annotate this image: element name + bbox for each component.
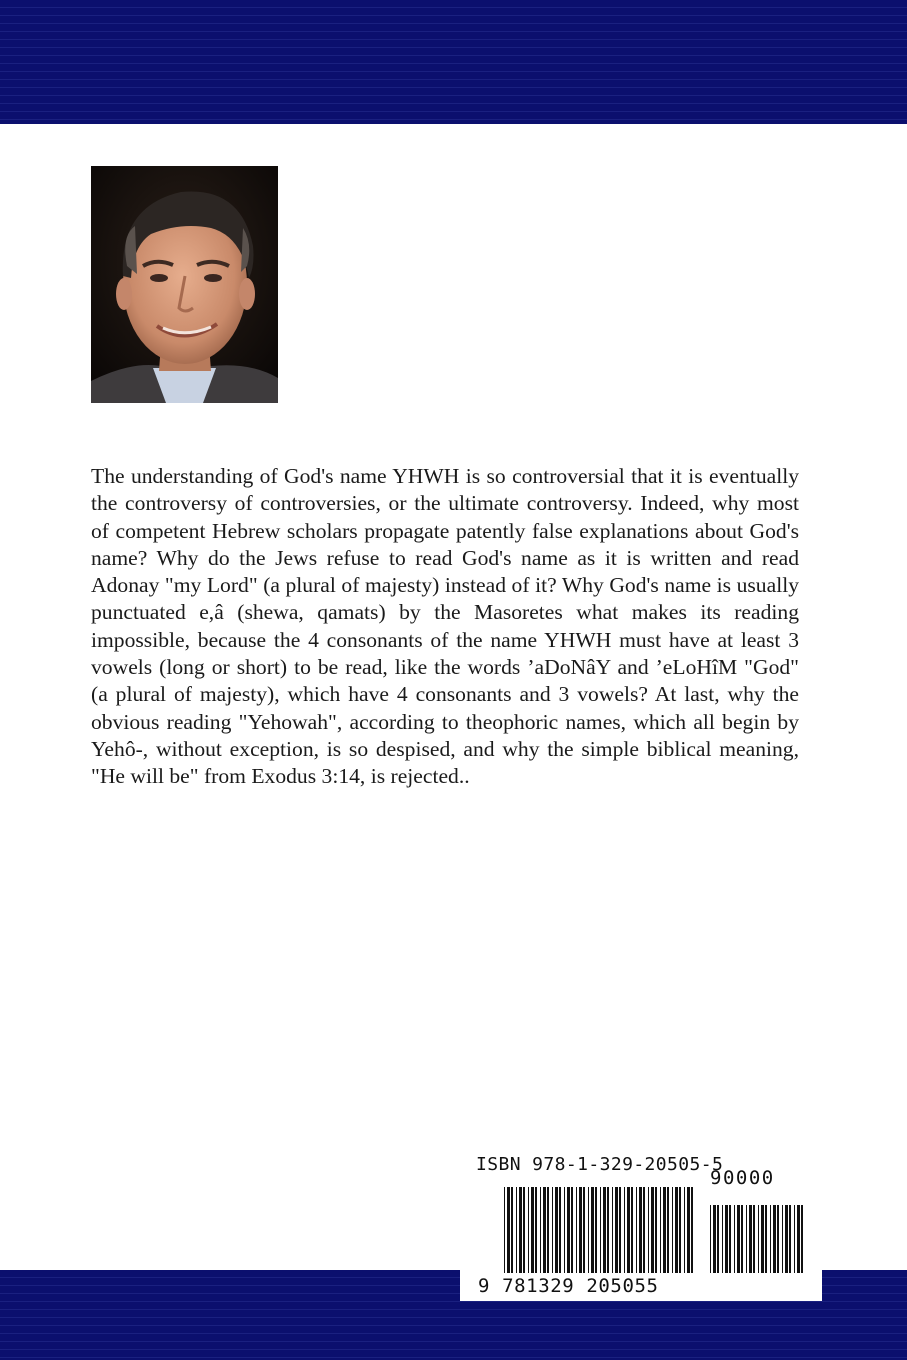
- barcode-stripe: [507, 1187, 510, 1273]
- barcode-stripe: [511, 1187, 513, 1273]
- barcode-bars: [460, 1187, 822, 1277]
- barcode-stripe: [607, 1187, 609, 1273]
- barcode-stripe: [667, 1187, 669, 1273]
- barcode-stripe: [504, 1187, 505, 1273]
- barcode-stripe: [655, 1187, 657, 1273]
- barcode-stripe: [777, 1205, 779, 1273]
- barcode-stripe: [636, 1187, 637, 1273]
- back-cover-blurb: The understanding of God's name YHWH is so controversial that it is eventually the controversy of controversies, or the ultimate controversy. Indeed, why most of competent Hebrew scholars propagate patently false explanations about God's name? Why do the Jews refuse to read God's name as it is written and read Adonay "my Lord" (a plural of majesty) instead of it? Why God's name is usually punctuated e,â (shewa, qamats) by the Masoretes what makes its reading impossible, because the 4 consonants of the name YHWH must have at least 3 vowels (long or short) to be read, like the words ’aDoNâY and ’eLoHîM "God" (a plural of majesty), which have 4 consonants and 3 vowels? At last, why the obvious reading "Yehowah", according to theophoric names, which all begin by Yehô-, without exception, is so despised, and why the simple biblical meaning, "He will be" from Exodus 3:14, is rejected..: [91, 464, 799, 789]
- barcode-stripe: [737, 1205, 740, 1273]
- barcode-stripe: [687, 1187, 690, 1273]
- barcode-stripe: [624, 1187, 625, 1273]
- barcode-stripe: [794, 1205, 795, 1273]
- barcode-stripe: [619, 1187, 621, 1273]
- barcode-stripe: [588, 1187, 589, 1273]
- barcode-stripe: [749, 1205, 752, 1273]
- barcode-stripe: [801, 1205, 803, 1273]
- barcode-stripe: [516, 1187, 517, 1273]
- barcode-stripe: [663, 1187, 666, 1273]
- barcode-stripe: [679, 1187, 681, 1273]
- barcode-stripe: [789, 1205, 791, 1273]
- barcode-stripe: [753, 1205, 755, 1273]
- barcode-stripe: [615, 1187, 618, 1273]
- barcode-stripe: [531, 1187, 534, 1273]
- barcode-stripe: [631, 1187, 633, 1273]
- barcode-stripe: [691, 1187, 693, 1273]
- barcode-stripe: [648, 1187, 649, 1273]
- barcode-stripe: [523, 1187, 525, 1273]
- barcode-stripe: [797, 1205, 800, 1273]
- barcode-stripe: [684, 1187, 685, 1273]
- barcode-stripe: [643, 1187, 645, 1273]
- barcode-stripe: [717, 1205, 719, 1273]
- barcode-stripe: [710, 1205, 711, 1273]
- barcode-stripe: [627, 1187, 630, 1273]
- barcode-stripe: [612, 1187, 613, 1273]
- barcode-stripe: [675, 1187, 678, 1273]
- top-color-band: [0, 0, 907, 124]
- barcode-stripe: [571, 1187, 573, 1273]
- barcode-stripe: [535, 1187, 537, 1273]
- ean-digits: 9 781329 205055: [478, 1275, 659, 1297]
- barcode-stripe: [746, 1205, 747, 1273]
- barcode-stripe: [639, 1187, 642, 1273]
- barcode-stripe: [770, 1205, 771, 1273]
- barcode-stripe: [600, 1187, 601, 1273]
- barcode-stripe: [552, 1187, 553, 1273]
- barcode-stripe: [591, 1187, 594, 1273]
- barcode-stripe: [672, 1187, 673, 1273]
- isbn-label: ISBN 978-1-329-20505-5: [476, 1154, 724, 1175]
- barcode-stripe: [761, 1205, 764, 1273]
- barcode-stripe: [579, 1187, 582, 1273]
- barcode-stripe: [583, 1187, 585, 1273]
- barcode-stripe: [651, 1187, 654, 1273]
- barcode-stripe: [785, 1205, 788, 1273]
- barcode-stripe: [765, 1205, 767, 1273]
- barcode-stripe: [528, 1187, 529, 1273]
- barcode-stripe: [773, 1205, 776, 1273]
- price-code: 90000: [710, 1167, 775, 1189]
- barcode-stripe: [713, 1205, 716, 1273]
- barcode-stripe: [519, 1187, 522, 1273]
- barcode-stripe: [547, 1187, 549, 1273]
- barcode-stripe: [660, 1187, 661, 1273]
- barcode-stripe: [782, 1205, 783, 1273]
- barcode-stripe: [540, 1187, 541, 1273]
- barcode-stripe: [603, 1187, 606, 1273]
- barcode-stripe: [725, 1205, 728, 1273]
- barcode-stripe: [576, 1187, 577, 1273]
- barcode-stripe: [555, 1187, 558, 1273]
- barcode-stripe: [567, 1187, 570, 1273]
- author-photo: [91, 166, 278, 403]
- barcode-stripe: [729, 1205, 731, 1273]
- barcode-stripe: [595, 1187, 597, 1273]
- barcode-stripe: [722, 1205, 723, 1273]
- barcode-stripe: [758, 1205, 759, 1273]
- barcode-stripe: [543, 1187, 546, 1273]
- barcode-stripe: [559, 1187, 561, 1273]
- barcode-stripe: [734, 1205, 735, 1273]
- barcode-stripe: [564, 1187, 565, 1273]
- barcode-stripe: [741, 1205, 743, 1273]
